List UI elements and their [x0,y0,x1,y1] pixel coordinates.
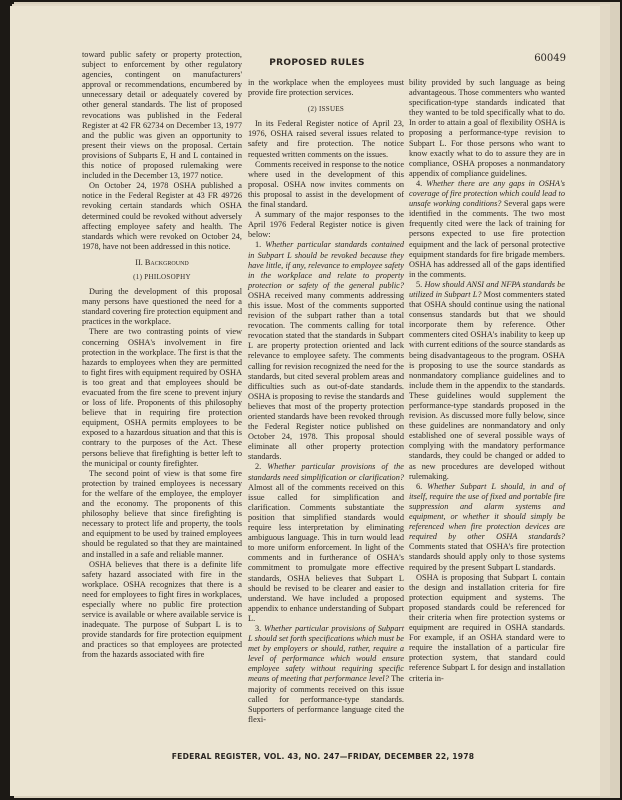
column-2 [248,78,404,725]
issue-item-1 [248,240,404,462]
issue-question: Whether there are any gaps in OSHA's coverage of fire protection which could lead to unsafe working conditions? [409,178,565,209]
paragraph: in the workplace when the employees must provide fire protection services. [248,78,404,98]
item-number: 4. [416,178,423,188]
column-1 [82,50,242,661]
item-number: 3. [255,623,262,633]
issue-item-5 [409,280,565,482]
issue-question: How should ANSI and NFPA standards be utilized in Subpart L? [409,279,565,299]
issue-question: Whether particular provisions of Subpart L should set forth specifications which must be met by employers or should, rather, require a level of performance which would ensure employee safety without requiring specific means of meeting that performance level? [248,623,404,684]
paragraph: The second point of view is that some fire protection by trained employees is necessary for the welfare of the employee, the employer and the economy. The proponents of this philosophy believe that since firefighting is necessary to protect life and property, the tools and equipment to be used by trained employees should be regulated so that they are maintained and installed in a safe and reliable manner. [82,468,242,559]
running-header-title: PROPOSED RULES [269,58,365,68]
issue-response: Comments stated that OSHA's fire protection standards should apply only to those systems required by the present Subpart L standards. [409,542,565,572]
column-3 [409,78,565,684]
paragraph: OSHA is proposing that Subpart L contain the design and installation criteria for fire protection equipment and systems. The proposed standards could be referenced for their criteria when fire protection systems or equipment are required in OSHA standards. For example, if an OSHA standard were to require the installation of a particular fire protection system, that standard could reference Subpart L for design and installation criteria in- [409,572,565,683]
paragraph: In its Federal Register notice of April 23, 1976, OSHA raised several issues related to safety and fire protection. The notice requested written comments on the issues. [248,119,404,159]
issue-question: Whether particular provisions of the standards need simplification or clarification? [248,462,404,482]
issue-item-4 [409,179,565,280]
issue-item-2 [248,462,404,624]
issue-response: OSHA received many comments addressing this issue. Most of the comments supported revision of the subpart rather than a total revocation. The comments calling for total revocation stated that the standards in Subpart L are property protection oriented and lack relevance to employee safety. The comments calling for revision recognized the need for the standards, but cited several problem areas and difficulties such as out-of-date standards. OSHA is proposing to revise the standards and believes that most of the property protection oriented standards have been revoked through the Federal Register notice published on October 24, 1978. This proposal should eliminate all other property protection standards. [248,290,404,462]
paragraph: toward public safety or property protection, subject to enforcement by other regulatory agencies, contingent on manufacturers' approval or recommendations, encumbered by unnecessary detail or adequately covered by other general standards. The list of proposed revocations was published in the Federal Register at 42 FR 62734 on December 13, 1977 and the public was given an opportunity to present their views on the proposal. Certain provisions of Subparts E, H and L contained in this notice of proposed rulemaking were included in the December 13, 1977 notice. [82,50,242,181]
item-number: 5. [416,279,423,289]
item-number: 1. [255,240,262,250]
page-number: 60049 [534,53,566,64]
paragraph: During the development of this proposal many persons have questioned the need for a standard covering fire protection equipment and practices in the workplace. [82,287,242,327]
issue-item-6 [409,482,565,573]
running-footer: FEDERAL REGISTER, VOL. 43, NO. 247—FRIDAY, DECEMBER 22, 1978 [171,752,475,761]
section-heading: II. Background [135,257,189,267]
paragraph: There are two contrasting points of view concerning OSHA's involvement in fire protection in the workplace. The first is that the hazards to employees when they are permitted to fight fires with equipment required by OSHA is too great and that employees should be evacuated from the fire scene to prevent injury or loss of life. Proponents of this philosophy believe that in requiring fire protection equipment, OSHA permits employees to be exposed to a hazardous situation and that this is contrary to the purposes of the Act. These persons believe that firefighting is better left to the municipal or county firefighter. [82,327,242,468]
issue-item-3 [248,624,404,725]
paragraph: On October 24, 1978 OSHA published a notice in the Federal Register at 43 FR 49726 revoking certain standards which OSHA determined could be revoked without adversely affecting employee safety and health. The standards which were revoked on October 24, 1978, have not been addressed in this notice. [82,181,242,251]
item-number: 6. [416,481,423,491]
paragraph: bility provided by such language as being advantageous. Those commenters who wanted specification-type standards indicated that they wanted to be told specifically what to do. In order to attain a goal of flexibility OSHA is proposing a performance-type revision to Subpart L. For those persons who want to know exactly what to do to assure they are in compliance, OSHA proposes a nonmandatory appendix of compliance guidelines. [409,78,565,178]
paragraph: Comments received in response to the notice where used in the development of this proposal. OSHA now invites comments on this proposal to assist in the development of the final standard. [248,159,404,210]
subsection-heading: (2) ISSUES [307,105,345,114]
issue-response: Almost all of the comments received on this issue called for simplification and clarification. Comments substantiate the position that simplified standards would require less interpretation by eliminating ambiguous language. This in turn would lead to more uniform enforcement. In light of the comments and in furtherance of OSHA's commitment to promulgate more effective standards, OSHA believes that Subpart L should be revised to be clearer and easier to understand. We have included a proposed appendix to enhance understanding of Subpart L. [248,482,404,623]
paragraph: OSHA believes that there is a definite life safety hazard associated with fire in the workplace. OSHA recognizes that there is a need for employees to fight fires in workplaces, especially where no public fire protection service is available or where available service is inadequate. The purpose of Subpart L is to provide standards for fire protection equipment and practices so that employees are protected from the hazards associated with fire [82,559,242,660]
issue-question: Whether Subpart L should, in and of itself, require the use of fixed and portable fire suppression and alarm systems and equipment, or whether it should simply be referenced when fire protection devices are required by other OSHA standards? [409,481,565,542]
issue-response: Several gaps were identified in the comments. The two most frequently cited were the lack of training for persons expected to use fire protection equipment and the lack of personal protective equipment standards for fire brigade members. OSHA has addressed all of the gaps identified in the comments. [409,199,566,279]
issue-question: Whether particular standards contained in Subpart L should be revoked because they have little, if any, relevance to employee safety in the workplace and relate to property protection or safety of the general public? [248,240,404,290]
item-number: 2. [255,462,262,472]
subsection-heading: (1) PHILOSOPHY [133,272,191,281]
issue-response: The majority of comments received on this issue called for performance-type standards. Supporters of performance language cited the flexi- [248,674,404,724]
paragraph: A summary of the major responses to the April 1976 Federal Register notice is given below: [248,210,404,240]
issue-response: Most commenters stated that OSHA should continue using the national consensus standards but that we should incorporate them by reference. Other commenters cited OSHA's inability to keep up with current editions of the source standards as being disadvantageous to the program. OSHA is proposing to use the source standards as nonmandatory compliance guidelines and to include them in the appendix to the standards. These guidelines would supplement the performance-type standards proposed in the revision. As discussed more fully below, since these guidelines are nonmandatory and only established one of several possible ways of complying with the mandatory performance standards, they could be changed or added to as new procedures are developed without rulemaking. [409,289,565,481]
